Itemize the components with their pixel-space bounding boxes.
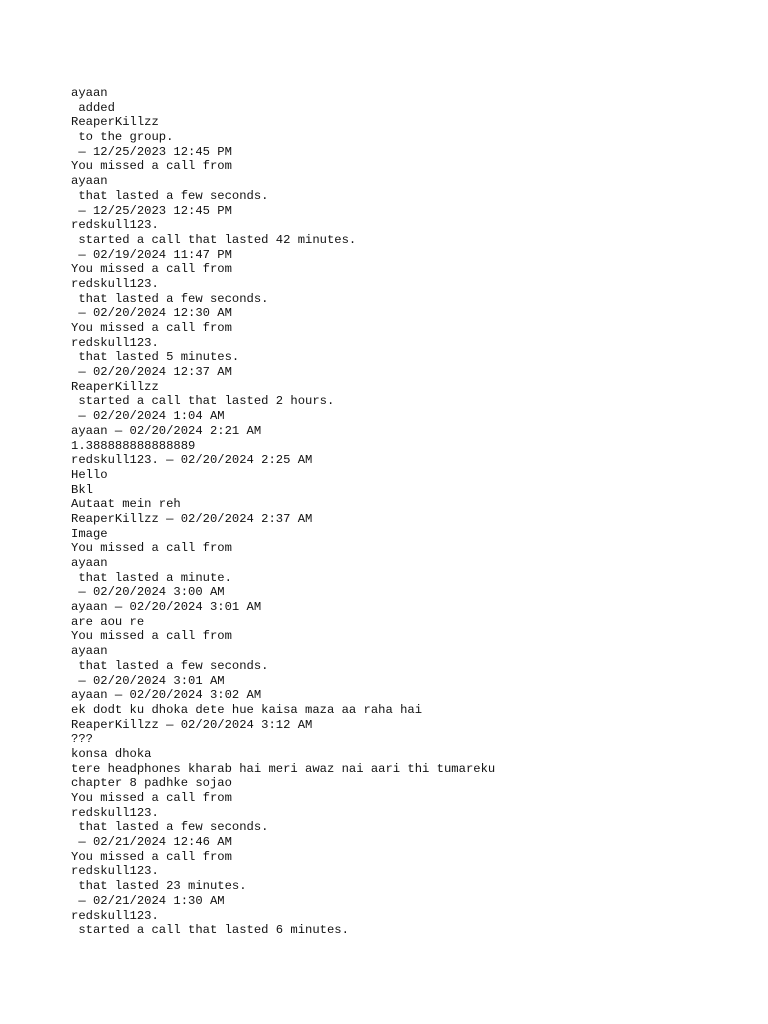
log-line: ReaperKillzz — 02/20/2024 3:12 AM <box>71 717 313 732</box>
log-line: You missed a call from <box>71 321 232 335</box>
log-line: ayaan — 02/20/2024 2:21 AM <box>71 423 262 438</box>
log-line: that lasted 5 minutes. <box>71 350 240 365</box>
log-line: redskull123. <box>71 335 159 350</box>
log-line: chapter 8 padhke sojao <box>71 776 232 791</box>
log-line: — 02/20/2024 3:01 AM <box>71 673 225 688</box>
chat-log <box>71 86 495 938</box>
log-line: You missed a call from <box>71 159 232 174</box>
log-line: redskull123. <box>71 276 159 291</box>
log-line: Image <box>71 526 108 541</box>
log-line: that lasted 23 minutes. <box>71 879 247 894</box>
log-line: — 02/20/2024 12:30 AM <box>71 306 232 321</box>
log-line: ReaperKillzz <box>71 379 159 394</box>
log-line: redskull123. — 02/20/2024 2:25 AM <box>71 453 313 468</box>
log-line: — 02/20/2024 12:37 AM <box>71 365 232 380</box>
log-line: Bkl <box>71 482 93 497</box>
log-line: redskull123. <box>71 805 159 820</box>
log-line: ayaan <box>71 174 108 189</box>
log-line: You missed a call from <box>71 629 232 644</box>
log-line: that lasted a few seconds. <box>71 188 269 203</box>
log-line: started a call that lasted 42 minutes. <box>71 232 357 247</box>
log-line: redskull123. <box>71 218 159 233</box>
log-line: konsa dhoka <box>71 746 152 761</box>
log-line: — 02/21/2024 1:30 AM <box>71 893 225 908</box>
log-line: that lasted a few seconds. <box>71 820 269 835</box>
log-line: You missed a call from <box>71 262 232 277</box>
log-line: are aou re <box>71 614 145 629</box>
log-line: added <box>71 100 115 115</box>
log-line: ayaan <box>71 644 108 659</box>
log-line: redskull123. <box>71 864 159 879</box>
log-line: You missed a call from <box>71 849 232 864</box>
log-line: — 02/21/2024 12:46 AM <box>71 835 232 850</box>
log-line: Autaat mein reh <box>71 497 181 512</box>
log-line: ayaan — 02/20/2024 3:01 AM <box>71 600 262 615</box>
log-line: started a call that lasted 2 hours. <box>71 394 335 409</box>
log-line: ayaan <box>71 556 108 570</box>
log-line: that lasted a few seconds. <box>71 291 269 306</box>
log-line: that lasted a minute. <box>71 570 232 585</box>
log-line: You missed a call from <box>71 541 232 556</box>
log-line: to the group. <box>71 130 174 145</box>
log-line: tere headphones kharab hai meri awaz nai aari thi tumareku <box>71 761 496 776</box>
log-line: — 12/25/2023 12:45 PM <box>71 203 232 218</box>
log-line: — 02/20/2024 1:04 AM <box>71 409 225 424</box>
log-line: — 02/20/2024 3:00 AM <box>71 585 225 600</box>
log-line: — 02/19/2024 11:47 PM <box>71 247 232 262</box>
log-line: ayaan <box>71 86 108 100</box>
log-line: Hello <box>71 467 108 482</box>
log-line: ReaperKillzz <box>71 115 159 130</box>
log-line: ReaperKillzz — 02/20/2024 2:37 AM <box>71 511 313 526</box>
log-line: 1.388888888888889 <box>71 438 196 453</box>
log-line: started a call that lasted 6 minutes. <box>71 923 349 938</box>
log-line: ayaan — 02/20/2024 3:02 AM <box>71 688 262 703</box>
log-line: You missed a call from <box>71 791 232 805</box>
log-line: ??? <box>71 732 93 747</box>
log-line: ek dodt ku dhoka dete hue kaisa maza aa raha hai <box>71 702 423 717</box>
log-line: that lasted a few seconds. <box>71 658 269 673</box>
log-line: redskull123. <box>71 908 159 923</box>
log-line: — 12/25/2023 12:45 PM <box>71 144 232 159</box>
